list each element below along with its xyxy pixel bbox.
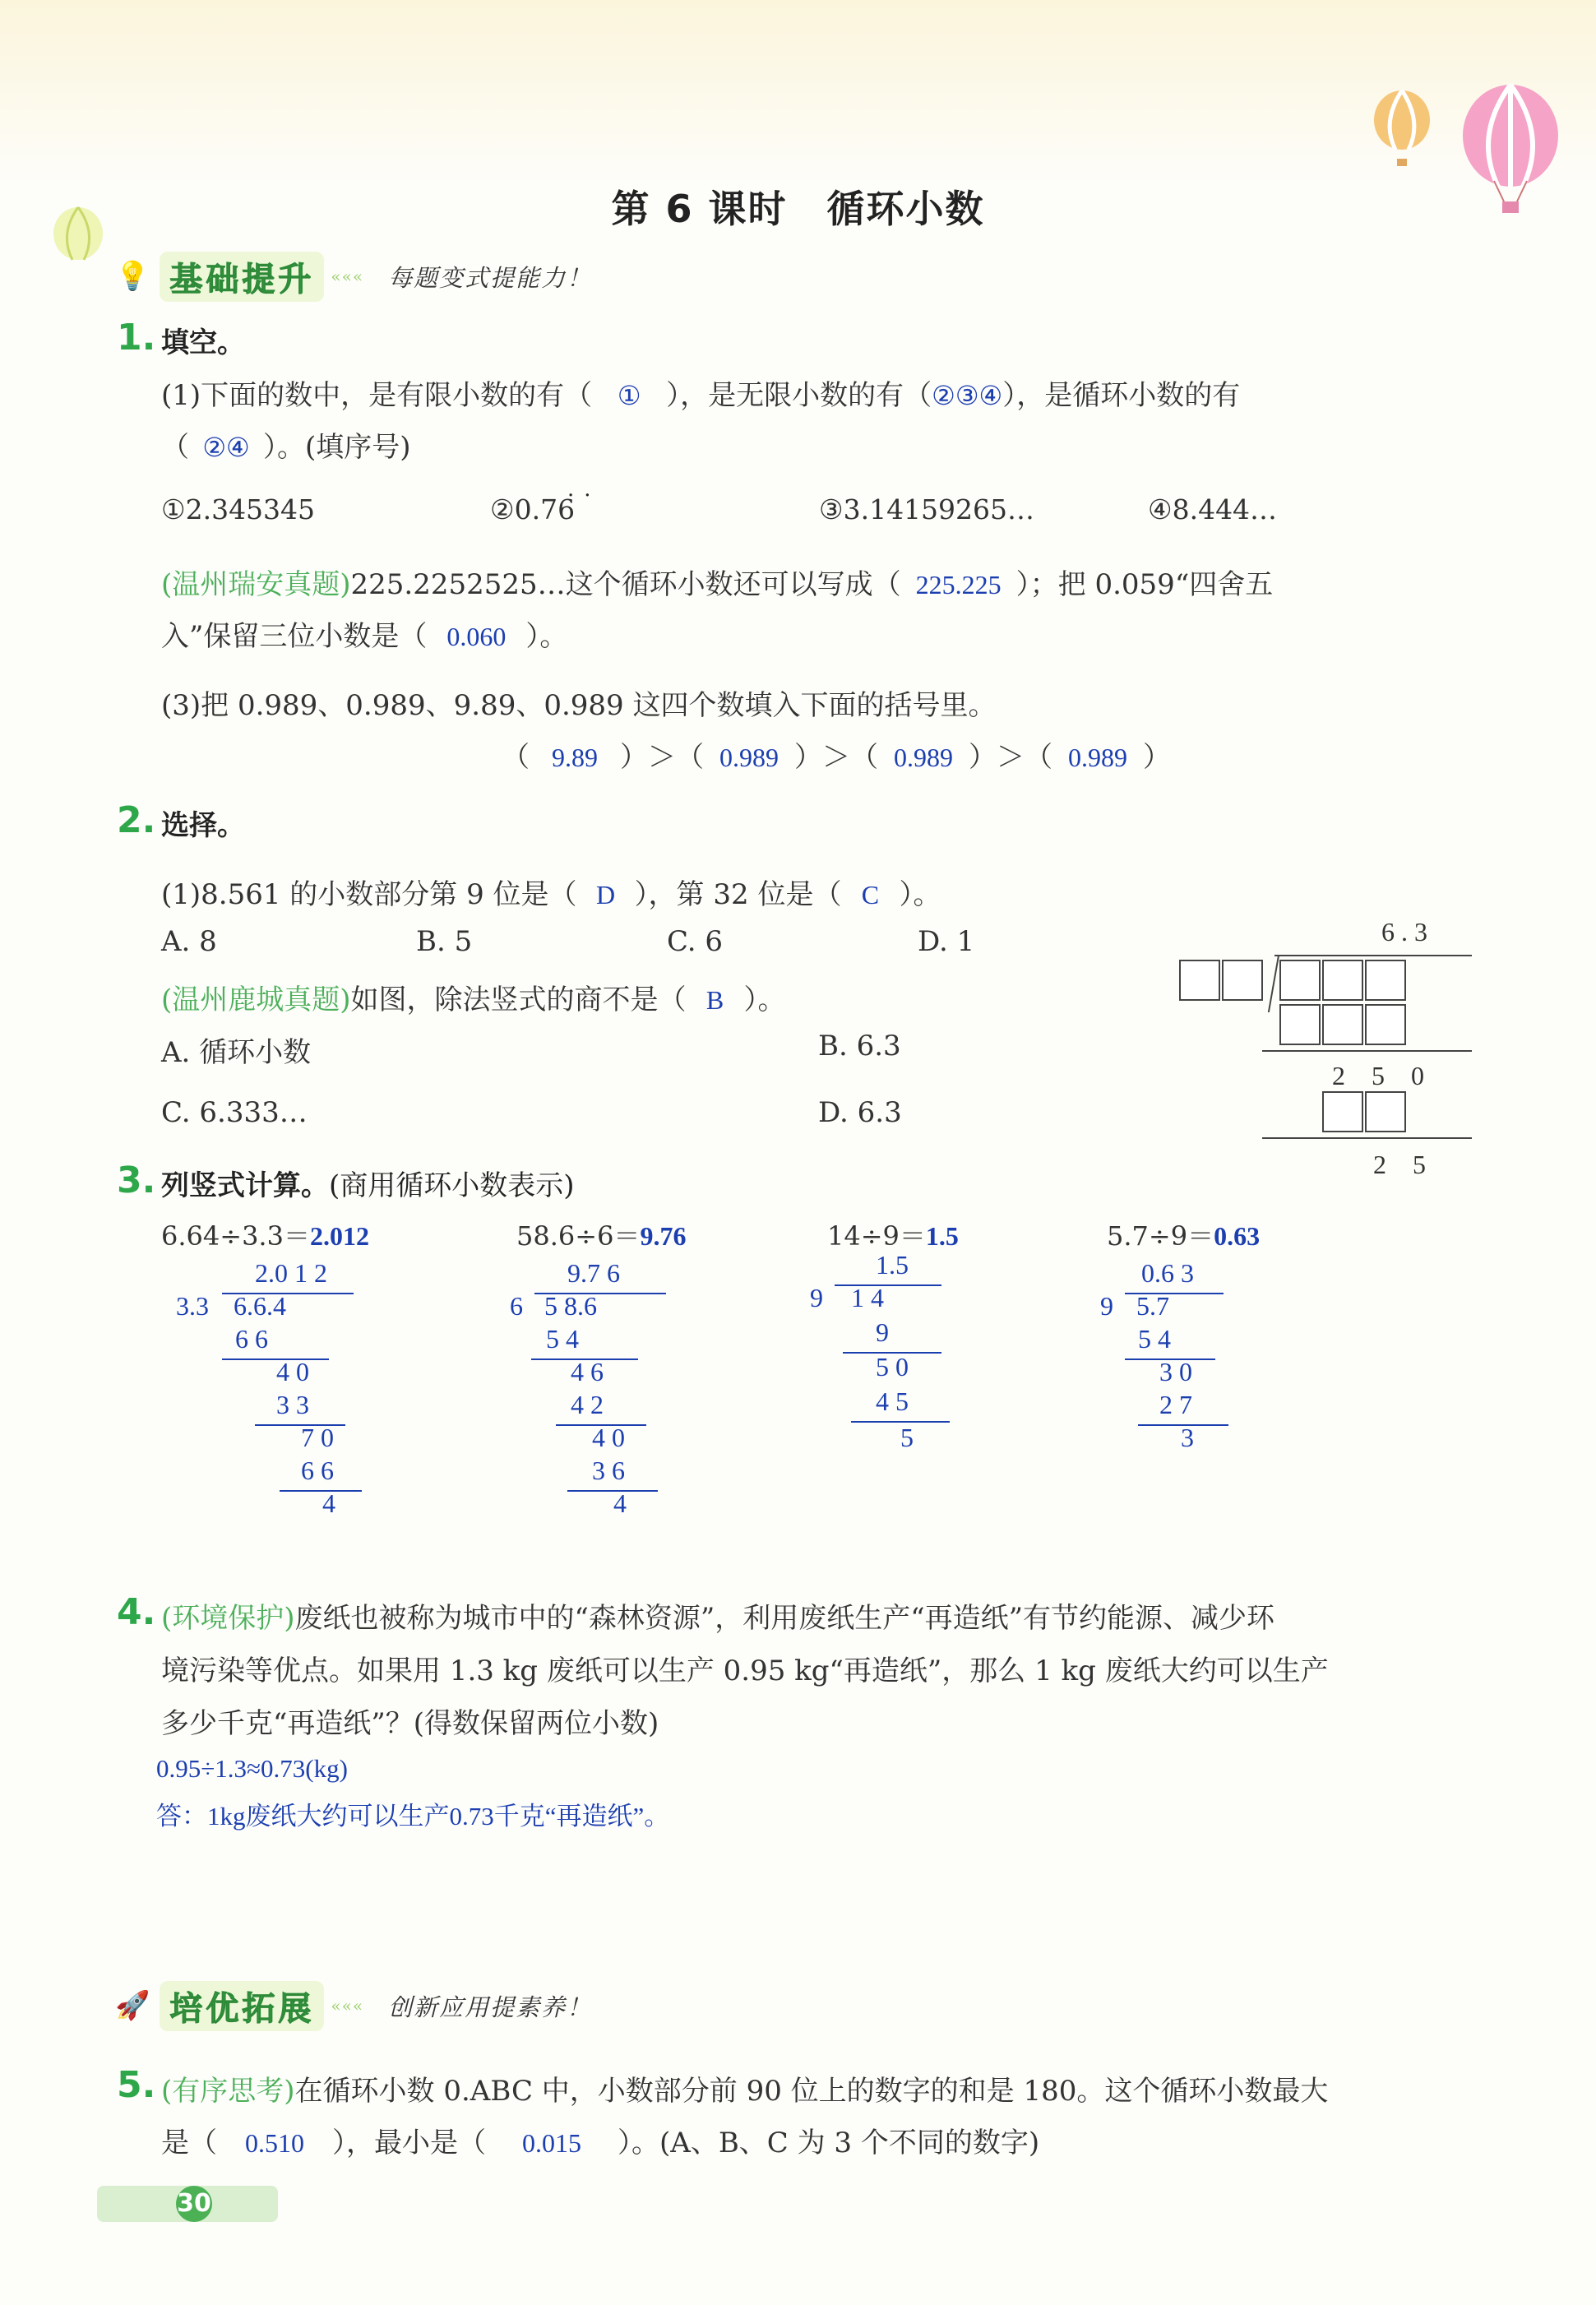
question-number: 4. bbox=[117, 1591, 156, 1633]
q2-choiceD: D. 6.3 bbox=[818, 1096, 902, 1129]
q4-line1: (环境保护)废纸也被称为城市中的“森林资源”，利用废纸生产“再造纸”有节约能源、减少环 bbox=[161, 1602, 1275, 1635]
answer: ① bbox=[617, 381, 641, 410]
option: ④8.444… bbox=[1148, 493, 1278, 525]
q4-line3: 多少千克“再造纸”？(得数保留两位小数) bbox=[161, 1707, 659, 1740]
question-heading: 列竖式计算。(商用循环小数表示) bbox=[161, 1169, 575, 1202]
source-tag: (环境保护) bbox=[161, 1602, 295, 1635]
question-number: 1. bbox=[117, 317, 156, 359]
option: ①2.345345 bbox=[161, 493, 316, 525]
q1-part1-line2: （ ②④ ）。(填序号) bbox=[161, 431, 411, 464]
section-header-advanced bbox=[115, 1980, 592, 2031]
q5-line1: (有序思考)在循环小数 0.ABC 中，小数部分前 90 位上的数字的和是 180。这个循环小数最大 bbox=[161, 2075, 1329, 2108]
page-number: 30 bbox=[176, 2186, 212, 2222]
question-heading: 填空。 bbox=[161, 326, 245, 359]
repeat-dots: ·· bbox=[567, 484, 601, 508]
source-tag: (有序思考) bbox=[161, 2075, 295, 2108]
lightbulb-icon: 💡 bbox=[115, 260, 150, 293]
question-heading: 选择。 bbox=[161, 809, 245, 842]
q2-choiceA: A. 循环小数 bbox=[161, 1036, 312, 1069]
q2-choiceC: C. 6.333… bbox=[161, 1096, 308, 1129]
dots-icon: ««« bbox=[331, 1996, 364, 2016]
source-tag: (温州瑞安真题) bbox=[161, 568, 351, 601]
q4-answer-calc: 0.95÷1.3≈0.73(kg) bbox=[156, 1754, 348, 1783]
q4-line2: 境污染等优点。如果用 1.3 kg 废纸可以生产 0.95 kg“再造纸”，那么 1 kg 废纸大约可以生产 bbox=[161, 1655, 1329, 1687]
header-band bbox=[0, 0, 1596, 189]
section-label: 基础提升 bbox=[160, 252, 324, 302]
long-division-3: 1.5 9 1 4 9 5 0 4 5 5 bbox=[810, 1250, 974, 1464]
balloon-small-icon bbox=[1369, 89, 1435, 171]
q1-part3-order: （ 9.89 ）＞（ 0.989 ）＞（ 0.989 ）＞（ 0.989 ） bbox=[502, 741, 1171, 774]
answer: ②④ bbox=[202, 433, 250, 462]
q4-answer-text: 答：1kg废纸大约可以生产0.73千克“再造纸”。 bbox=[156, 1802, 670, 1831]
q2-part2: (温州鹿城真题)如图，除法竖式的商不是（ B ）。 bbox=[161, 984, 786, 1016]
question-number: 5. bbox=[117, 2064, 156, 2106]
long-division-2: 9.7 6 6 5 8.6 5 4 4 6 4 2 4 0 3 6 4 bbox=[510, 1258, 699, 1530]
division-figure: 6 . 3 2 5 0 2 5 bbox=[1176, 917, 1472, 1180]
page-title: 第 6 课时 循环小数 bbox=[611, 187, 985, 231]
q2-part1: (1)8.561 的小数部分第 9 位是（ D ），第 32 位是（ C ）。 bbox=[161, 878, 941, 911]
answer: 0.060 bbox=[446, 622, 507, 651]
q1-part1-line1: (1)下面的数中，是有限小数的有（ ① ），是无限小数的有（②③④），是循环小数的有 bbox=[161, 379, 1241, 412]
q1-part2-line1: (温州瑞安真题)225.2252525…这个循环小数还可以写成（ 225.225 ）；把 0.059“四舍五 bbox=[161, 568, 1274, 601]
q2-choiceB: B. 6.3 bbox=[818, 1030, 901, 1062]
worksheet-page: 第 6 课时 循环小数 💡 基础提升 ««« 每题变式提能力！ 1. 填空。 (1)下面的数中，是有限小数的有（ ① ），是无限小数的有（②③④），是循环小数的有 （ ②④ ）。(填序号) ①2.345345 ②0.76 ③3.14159265… ④8.444… ·· (温州瑞安真题)225.2252525…这个循环小数还可以写成（ 225.225 ）；把 0.059“四舍五 入”保留三位小数是（ 0.060 ）。 (3)把 0.989、0.989、9.89、0.989 这四个数填入下面的括号里。 （ 9.89 ）＞（ 0.989 ）＞（ 0.989 ）＞（ 0.989 ） 2. 选择。 (1)8.561 的小数部分第 9 位是（ D ），第 32 位是（ C ）。 A. 8 B. 5 C. 6 D. 1 (温州鹿城真题)如图，除法竖式的商不是（ B ）。 A. 循环小数 B. 6.3 C. 6.333… D. 6.3 6 . 3 2 5 0 2 5 3. 列竖式计算。(商用循环小数表示) 6.64÷3.3＝2.012 58.6÷6＝9.76 14÷9＝1.5 5.7÷9＝0.63 2.0 1 2 3.3 6.6.4 6 6 4 0 3 3 7 0 6 6 4 9.7 6 6 5 8.6 5 4 4 6 4 2 4 0 3 6 4 1.5 9 1 4 9 5 0 4 5 5 0.6 3 9 5.7 5 4 3 0 2 7 3 4. (环境保护)废纸也被称为城市中的“森林资源”，利用废纸生产“再造纸”有节约能源、减少环 境污染等优点。如果用 1.3 kg 废纸可以生产 0.95 kg“再造纸”，那么 1 kg 废纸大约可以生产 多少千克“再造纸”？(得数保留两位小数) 0.95÷1.3≈0.73(kg) 答：1kg废纸大约可以生产0.73千克“再造纸”。 🚀 培优拓展 ««« 创新应用提素养！ 5. (有序思考)在循环小数 0.ABC 中，小数部分前 90 位上的数字的和是 180。这个循环小数最大 是（ 0.510 ），最小是（ 0.015 ）。(A、B、C 为 3 个不同的数字) 30 bbox=[0, 0, 1596, 2305]
dots-icon: ««« bbox=[331, 266, 364, 286]
section-slogan: 每题变式提能力！ bbox=[388, 263, 593, 292]
page-number-badge bbox=[97, 2186, 278, 2222]
question-number: 2. bbox=[117, 799, 156, 841]
answer: 225.225 bbox=[915, 570, 1002, 599]
long-division-4: 0.6 3 9 5.7 5 4 3 0 2 7 3 bbox=[1100, 1258, 1265, 1472]
section-header-basic bbox=[115, 251, 592, 302]
q1-part2-line2: 入”保留三位小数是（ 0.060 ）。 bbox=[161, 620, 568, 653]
rocket-icon: 🚀 bbox=[115, 1989, 150, 2022]
long-division-1: 2.0 1 2 3.3 6.6.4 6 6 4 0 3 3 7 0 6 6 4 bbox=[173, 1258, 370, 1530]
question-number: 3. bbox=[117, 1159, 156, 1201]
option: ②0.76 bbox=[490, 493, 576, 525]
option: ③3.14159265… bbox=[819, 493, 1035, 525]
q1-part3: (3)把 0.989、0.989、9.89、0.989 这四个数填入下面的括号里。 bbox=[161, 689, 997, 722]
section-slogan: 创新应用提素养！ bbox=[388, 1993, 593, 2021]
answer: ②③④ bbox=[932, 381, 1003, 410]
q5-line2: 是（ 0.510 ），最小是（ 0.015 ）。(A、B、C 为 3 个不同的数字) bbox=[161, 2127, 1040, 2159]
section-label: 培优拓展 bbox=[160, 1981, 324, 2031]
